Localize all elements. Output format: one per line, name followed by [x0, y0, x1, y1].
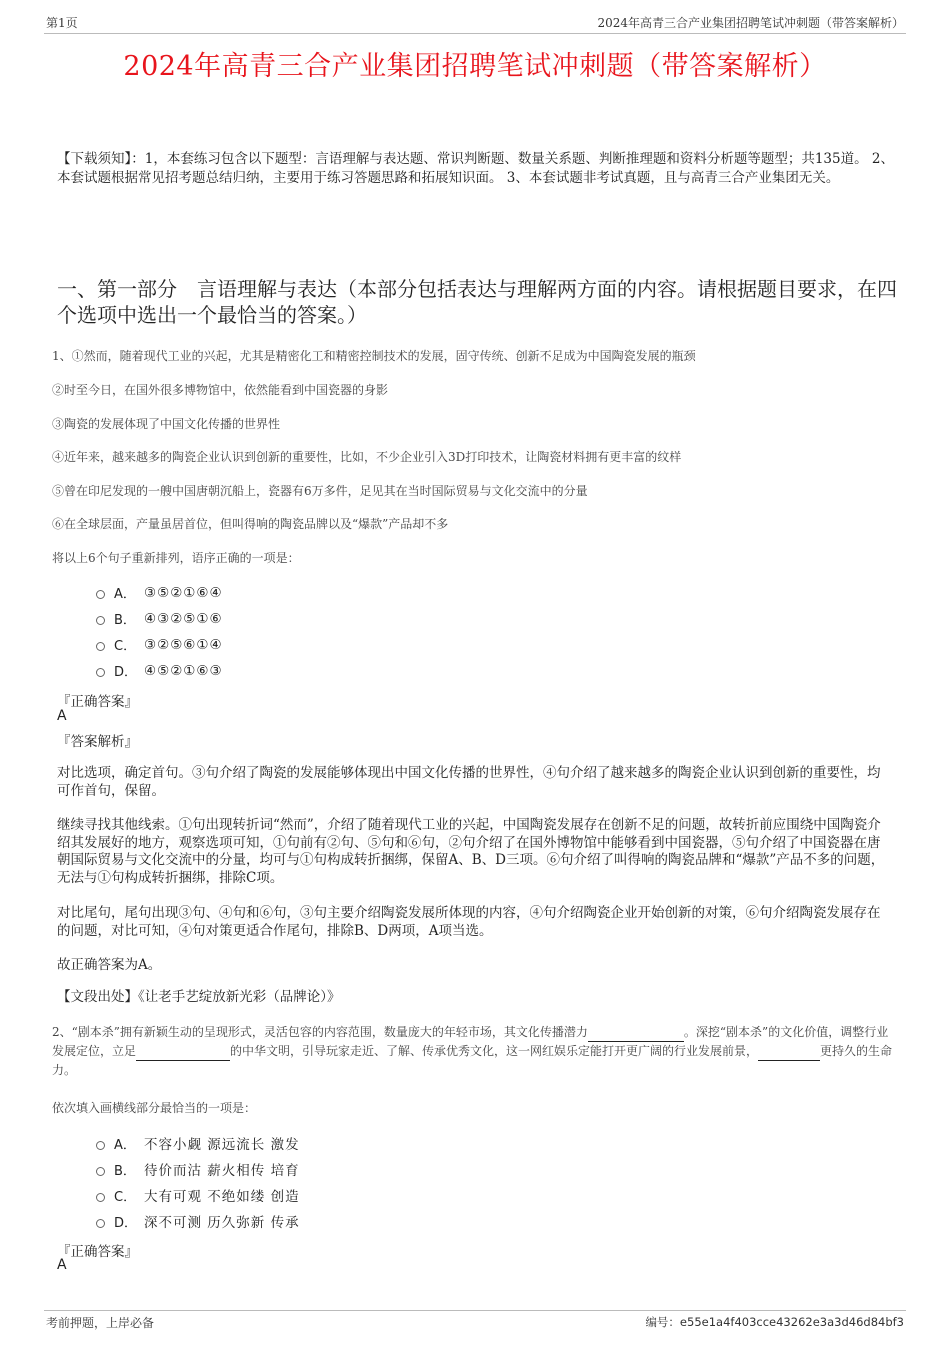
header-divider [44, 33, 906, 34]
option-label: D． [114, 665, 138, 680]
q1-sentence: ④近年来，越来越多的陶瓷企业认识到创新的重要性，比如，不少企业引入3D打印技术，让陶瓷材料拥有更丰富的纹样 [52, 450, 682, 464]
q1-prompt: 将以上6个句子重新排列，语序正确的一项是： [52, 551, 300, 565]
header-doc-title: 2024年高青三合产业集团招聘笔试冲刺题（带答案解析） [597, 16, 904, 30]
q1-analysis-tag: 『答案解析』 [57, 734, 138, 750]
option-label: A． [114, 1137, 136, 1153]
section-heading: 一、第一部分 言语理解与表达（本部分包括表达与理解两方面的内容。请根据题目要求，在四个选项中选出一个最恰当的答案。） [57, 277, 897, 327]
footer-slogan: 考前押题，上岸必备 [46, 1316, 155, 1330]
q1-option-b[interactable] [96, 609, 223, 628]
option-text: ③⑤②①⑥④ [144, 584, 223, 601]
option-text: 深不可测 历久弥新 传承 [144, 1215, 300, 1231]
footer-doc-id: 编号：e55e1a4f403cce43262e3a3d46d84bf3 [645, 1315, 904, 1329]
q1-analysis-paragraph: 故正确答案为A。 [57, 957, 162, 973]
q2-blank-1 [588, 1029, 684, 1042]
q2-answer: A [57, 1257, 67, 1273]
q1-source: 【文段出处】《让老手艺绽放新光彩（品牌论）》 [57, 989, 341, 1005]
q1-sentence: ③陶瓷的发展体现了中国文化传播的世界性 [52, 417, 281, 431]
option-label: C． [114, 1189, 137, 1205]
q2-blank-3 [758, 1048, 820, 1061]
option-text: ④⑤②①⑥③ [144, 662, 223, 679]
radio-icon[interactable] [96, 590, 105, 599]
radio-icon[interactable] [96, 1167, 105, 1176]
q1-option-d[interactable] [96, 661, 223, 680]
option-label: A． [114, 587, 136, 602]
q1-sentence: ⑤曾在印尼发现的一艘中国唐朝沉船上，瓷器有6万多件，足见其在当时国际贸易与文化交流中的分量 [52, 484, 588, 498]
option-text: ④③②⑤①⑥ [144, 610, 223, 627]
radio-icon[interactable] [96, 668, 105, 677]
q1-answer: A [57, 708, 67, 724]
q2-option-d[interactable] [96, 1211, 300, 1231]
radio-icon[interactable] [96, 642, 105, 651]
q2-stem-part: 更持久的生命力。 [52, 1044, 893, 1077]
q2-option-a[interactable] [96, 1133, 300, 1153]
option-label: B． [114, 1163, 136, 1179]
q2-stem-part: 。深挖“剧本杀”的文化价值，调整行业发展定位，立足 [52, 1025, 889, 1058]
q1-sentence: 1、①然而，随着现代工业的兴起，尤其是精密化工和精密控制技术的发展，固守传统、创新不足成为中国陶瓷发展的瓶颈 [52, 349, 696, 363]
option-label: B． [114, 613, 136, 628]
document-title: 2024年高青三合产业集团招聘笔试冲刺题（带答案解析） [123, 51, 827, 82]
option-label: C． [114, 639, 137, 654]
q2-stem-part: 2、“剧本杀”拥有新颖生动的呈现形式，灵活包容的内容范围，数量庞大的年轻市场，其文化传播潜力 [52, 1025, 588, 1039]
option-text: ③②⑤⑥①④ [144, 636, 223, 653]
download-notice: 【下载须知】：1，本套练习包含以下题型：言语理解与表达题、常识判断题、数量关系题、判断推理题和资料分析题等题型；共135道。 2、本套试题根据常见招考题总结归纳，主要用于练习答题思路和拓展知识面。 3、本套试题非考试真题，且与高青三合产业集团无关。 [57, 151, 894, 186]
q2-stem [52, 1023, 898, 1080]
q2-prompt: 依次填入画横线部分最恰当的一项是： [52, 1101, 257, 1115]
radio-icon[interactable] [96, 1141, 105, 1150]
q2-stem-part: 的中华文明，引导玩家走近、了解、传承优秀文化，这一网红娱乐定能打开更广阔的行业发展前景， [230, 1044, 759, 1058]
q2-option-c[interactable] [96, 1185, 300, 1205]
option-text: 大有可观 不绝如缕 创造 [144, 1189, 300, 1205]
q2-option-b[interactable] [96, 1159, 300, 1179]
option-text: 待价而沽 薪火相传 培育 [144, 1163, 300, 1179]
radio-icon[interactable] [96, 616, 105, 625]
q1-analysis-paragraph: 对比尾句，尾句出现③句、④句和⑥句，③句主要介绍陶瓷发展所体现的内容，④句介绍陶瓷企业开始创新的对策，⑥句介绍陶瓷发展存在的问题，对比可知，④句对策更适合作尾句，排除B、D两项，A项当选。 [57, 905, 881, 939]
option-text: 不容小觑 源远流长 激发 [144, 1137, 300, 1153]
q2-blank-2 [136, 1048, 230, 1061]
q1-analysis-paragraph: 继续寻找其他线索。①句出现转折词“然而”，介绍了随着现代工业的兴起，中国陶瓷发展存在创新不足的问题，故转折前应围绕中国陶瓷介绍其发展好的地方，观察选项可知，①句前有②句、⑤句和⑥句，②句介绍了在国外博物馆中能够看到中国瓷器，⑤句介绍了中国瓷器在唐朝国际贸易与文化交流中的分量，均可与①句构成转折捆绑，保留A、B、D三项。⑥句介绍了叫得响的陶瓷品牌和“爆款”产品不多的问题，无法与①句构成转折捆绑，排除C项。 [57, 817, 885, 886]
q2-answer-tag: 『正确答案』 [57, 1244, 138, 1260]
q1-analysis-paragraph: 对比选项，确定首句。③句介绍了陶瓷的发展能够体现出中国文化传播的世界性，④句介绍了越来越多的陶瓷企业认识到创新的重要性，均可作首句，保留。 [57, 765, 881, 799]
footer-divider [44, 1310, 906, 1311]
q1-sentence: ②时至今日，在国外很多博物馆中，依然能看到中国瓷器的身影 [52, 383, 389, 397]
q1-sentence: ⑥在全球层面，产量虽居首位，但叫得响的陶瓷品牌以及“爆款”产品却不多 [52, 517, 449, 531]
q1-option-a[interactable] [96, 583, 223, 602]
option-label: D． [114, 1215, 138, 1231]
radio-icon[interactable] [96, 1193, 105, 1202]
radio-icon[interactable] [96, 1219, 105, 1228]
page-number: 第1页 [46, 16, 78, 30]
q1-option-c[interactable] [96, 635, 223, 654]
q1-answer-tag: 『正确答案』 [57, 694, 138, 710]
